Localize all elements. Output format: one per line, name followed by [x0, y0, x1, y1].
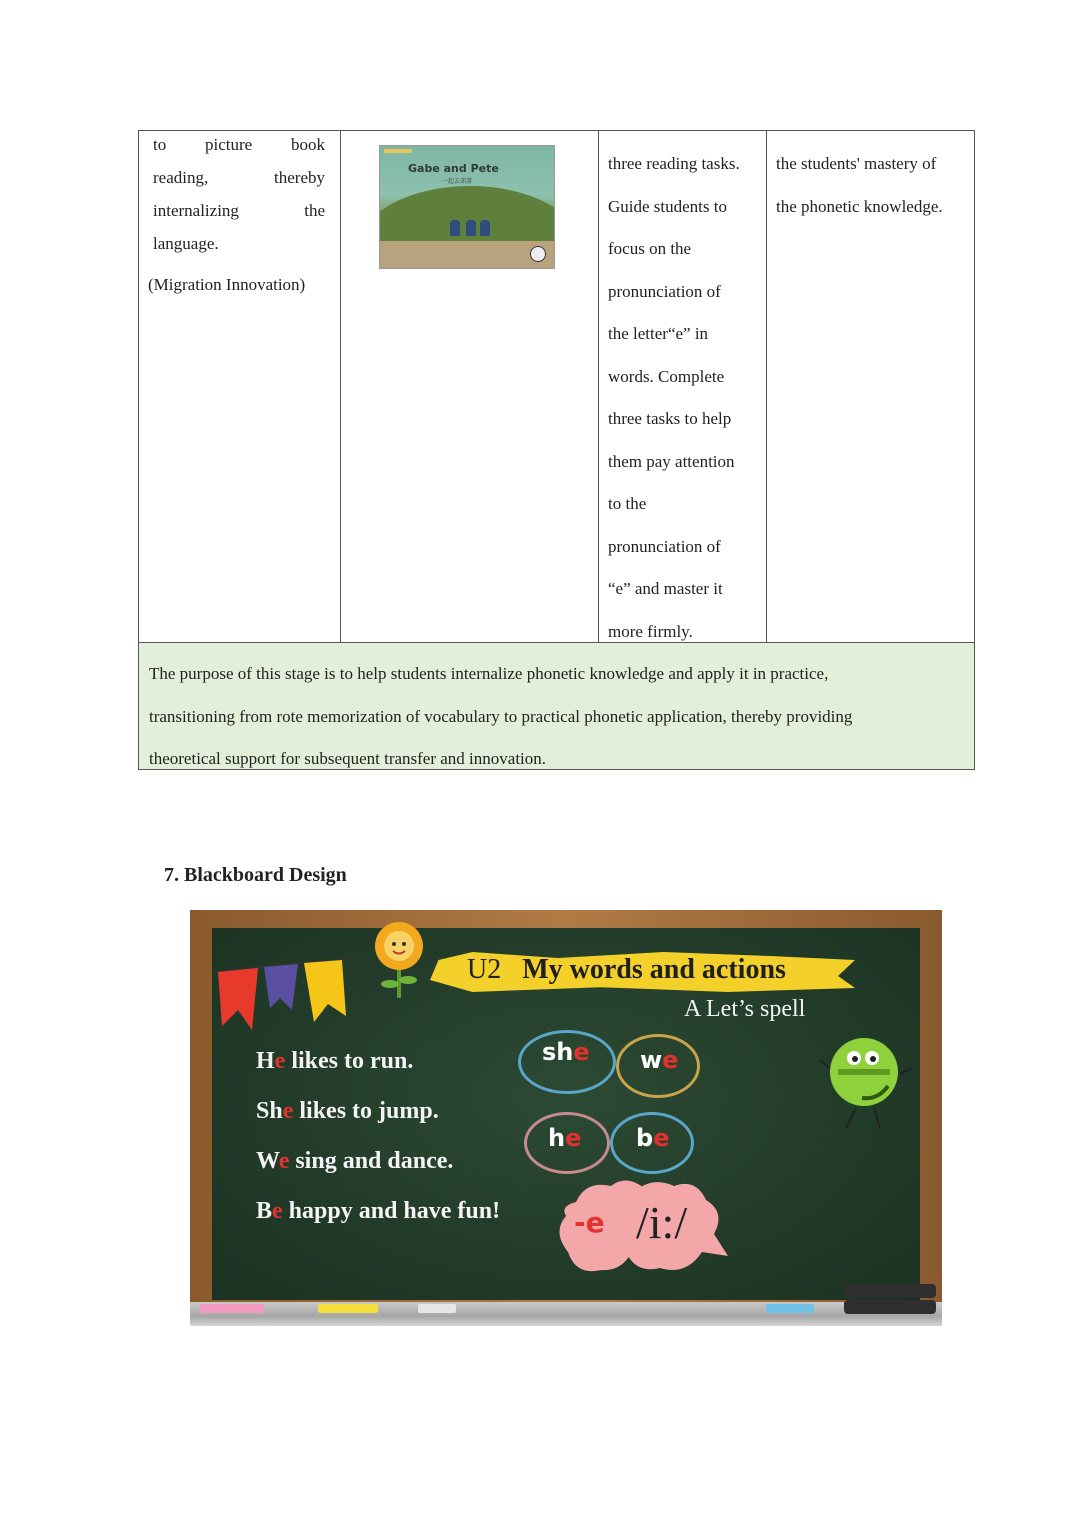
- word: to: [153, 135, 167, 154]
- word: reading,: [153, 168, 209, 187]
- highlight-letter: e: [282, 1098, 294, 1124]
- summary-text: [149, 653, 964, 781]
- activity-line: three tasks to help: [608, 409, 732, 428]
- sentence-rest: happy and have fun!: [282, 1198, 501, 1224]
- blackboard-image: [190, 910, 942, 1328]
- word: internalizing: [153, 201, 239, 220]
- stage-label: (Migration Innovation): [148, 275, 306, 294]
- character-figure: [466, 220, 476, 236]
- character-figure: [450, 220, 460, 236]
- activity-line: “e” and master it: [608, 579, 723, 598]
- sentence-start: B: [256, 1198, 273, 1224]
- chalk-white: [418, 1304, 456, 1313]
- highlight-letter: e: [662, 1046, 679, 1074]
- highlight-letter: e: [573, 1038, 590, 1066]
- chalk-tray: [190, 1302, 942, 1326]
- summary-line: theoretical support for subsequent transfer and innovation.: [149, 749, 547, 768]
- character-figure: [480, 220, 490, 236]
- chalk-pink: [200, 1304, 264, 1313]
- material-cell: [341, 131, 599, 642]
- letter-e-mascot-icon: [818, 1028, 914, 1132]
- book-title: Gabe and Pete: [408, 162, 499, 175]
- word-she: [542, 1038, 590, 1066]
- sunflower-icon: [370, 920, 428, 1000]
- word: the: [304, 201, 325, 220]
- book-subtitle: 一起去郊游: [442, 178, 473, 185]
- sentence-start: W: [256, 1148, 279, 1174]
- activity-line: Guide students to: [608, 196, 727, 216]
- highlight-letter: e: [653, 1124, 670, 1152]
- text-line: [153, 135, 325, 155]
- eraser: [844, 1300, 936, 1314]
- purpose-cell: [767, 131, 974, 642]
- summary-line: The purpose of this stage is to help students internalize phonetic knowledge and apply it in practice,: [149, 664, 829, 683]
- picture-book-cover: [379, 145, 555, 269]
- word: book: [291, 135, 325, 154]
- highlight-letter: e: [278, 1148, 290, 1174]
- board-title: [467, 954, 786, 986]
- text-line: [153, 201, 325, 221]
- ground-shape: [380, 241, 554, 268]
- purpose-line: the students' mastery of: [776, 154, 937, 173]
- level-badge: [530, 246, 546, 262]
- purpose-text: [776, 143, 943, 228]
- activity-cell: [599, 131, 767, 642]
- activity-line: pronunciation of: [608, 281, 721, 301]
- lesson-table: [138, 130, 975, 770]
- activity-text: [608, 143, 740, 653]
- word-start: w: [640, 1046, 663, 1074]
- activity-line: to the: [608, 494, 647, 513]
- objective-cell: [139, 131, 341, 642]
- section-heading: 7. Blackboard Design: [164, 864, 347, 886]
- bunting-flags-icon: [214, 950, 354, 1040]
- sentence-rest: sing and dance.: [289, 1148, 454, 1174]
- series-tag: [384, 149, 412, 153]
- sentence-4: [256, 1198, 500, 1225]
- word: picture: [205, 135, 253, 154]
- eraser-stack: [844, 1284, 936, 1318]
- sentence-1: [256, 1048, 413, 1075]
- chalk-blue: [766, 1304, 814, 1313]
- activity-line: pronunciation of: [608, 536, 721, 556]
- sentence-rest: likes to jump.: [293, 1098, 439, 1124]
- word-start: h: [548, 1124, 566, 1152]
- summary-line: transitioning from rote memorization of vocabulary to practical phonetic application, thereby providing: [149, 706, 853, 726]
- chalk-yellow: [318, 1304, 378, 1313]
- word-be: [636, 1124, 669, 1152]
- word-he: [548, 1124, 581, 1152]
- purpose-line: the phonetic knowledge.: [776, 196, 943, 216]
- sentence-start: H: [256, 1048, 275, 1074]
- activity-line: focus on the: [608, 239, 692, 258]
- word-start: sh: [542, 1038, 574, 1066]
- activity-line: more firmly.: [608, 621, 693, 641]
- highlight-letter: e: [274, 1048, 286, 1074]
- word: thereby: [274, 168, 325, 187]
- ending-letter: -e: [574, 1206, 605, 1239]
- sentence-2: [256, 1098, 439, 1125]
- table-row: [139, 131, 974, 642]
- highlight-letter: e: [272, 1198, 283, 1224]
- summary-row: [139, 642, 974, 769]
- sentence-3: [256, 1148, 453, 1175]
- activity-line: the letter“e” in: [608, 324, 709, 343]
- sentence-start: Sh: [256, 1098, 283, 1124]
- activity-line: three reading tasks.: [608, 154, 740, 173]
- word-we: [640, 1046, 678, 1074]
- sentence-rest: likes to run.: [285, 1048, 414, 1074]
- eraser: [844, 1284, 936, 1298]
- phonetic-symbol: /i:/: [636, 1197, 688, 1248]
- activity-line: them pay attention: [608, 451, 735, 471]
- board-subtitle: A Let’s spell: [684, 996, 806, 1022]
- unit-title: My words and actions: [522, 954, 786, 985]
- word-start: b: [636, 1124, 654, 1152]
- unit-label: U2: [467, 954, 502, 985]
- text-line: [153, 168, 325, 188]
- activity-line: words. Complete: [608, 366, 725, 386]
- text-line: language.: [153, 234, 219, 253]
- highlight-letter: e: [565, 1124, 582, 1152]
